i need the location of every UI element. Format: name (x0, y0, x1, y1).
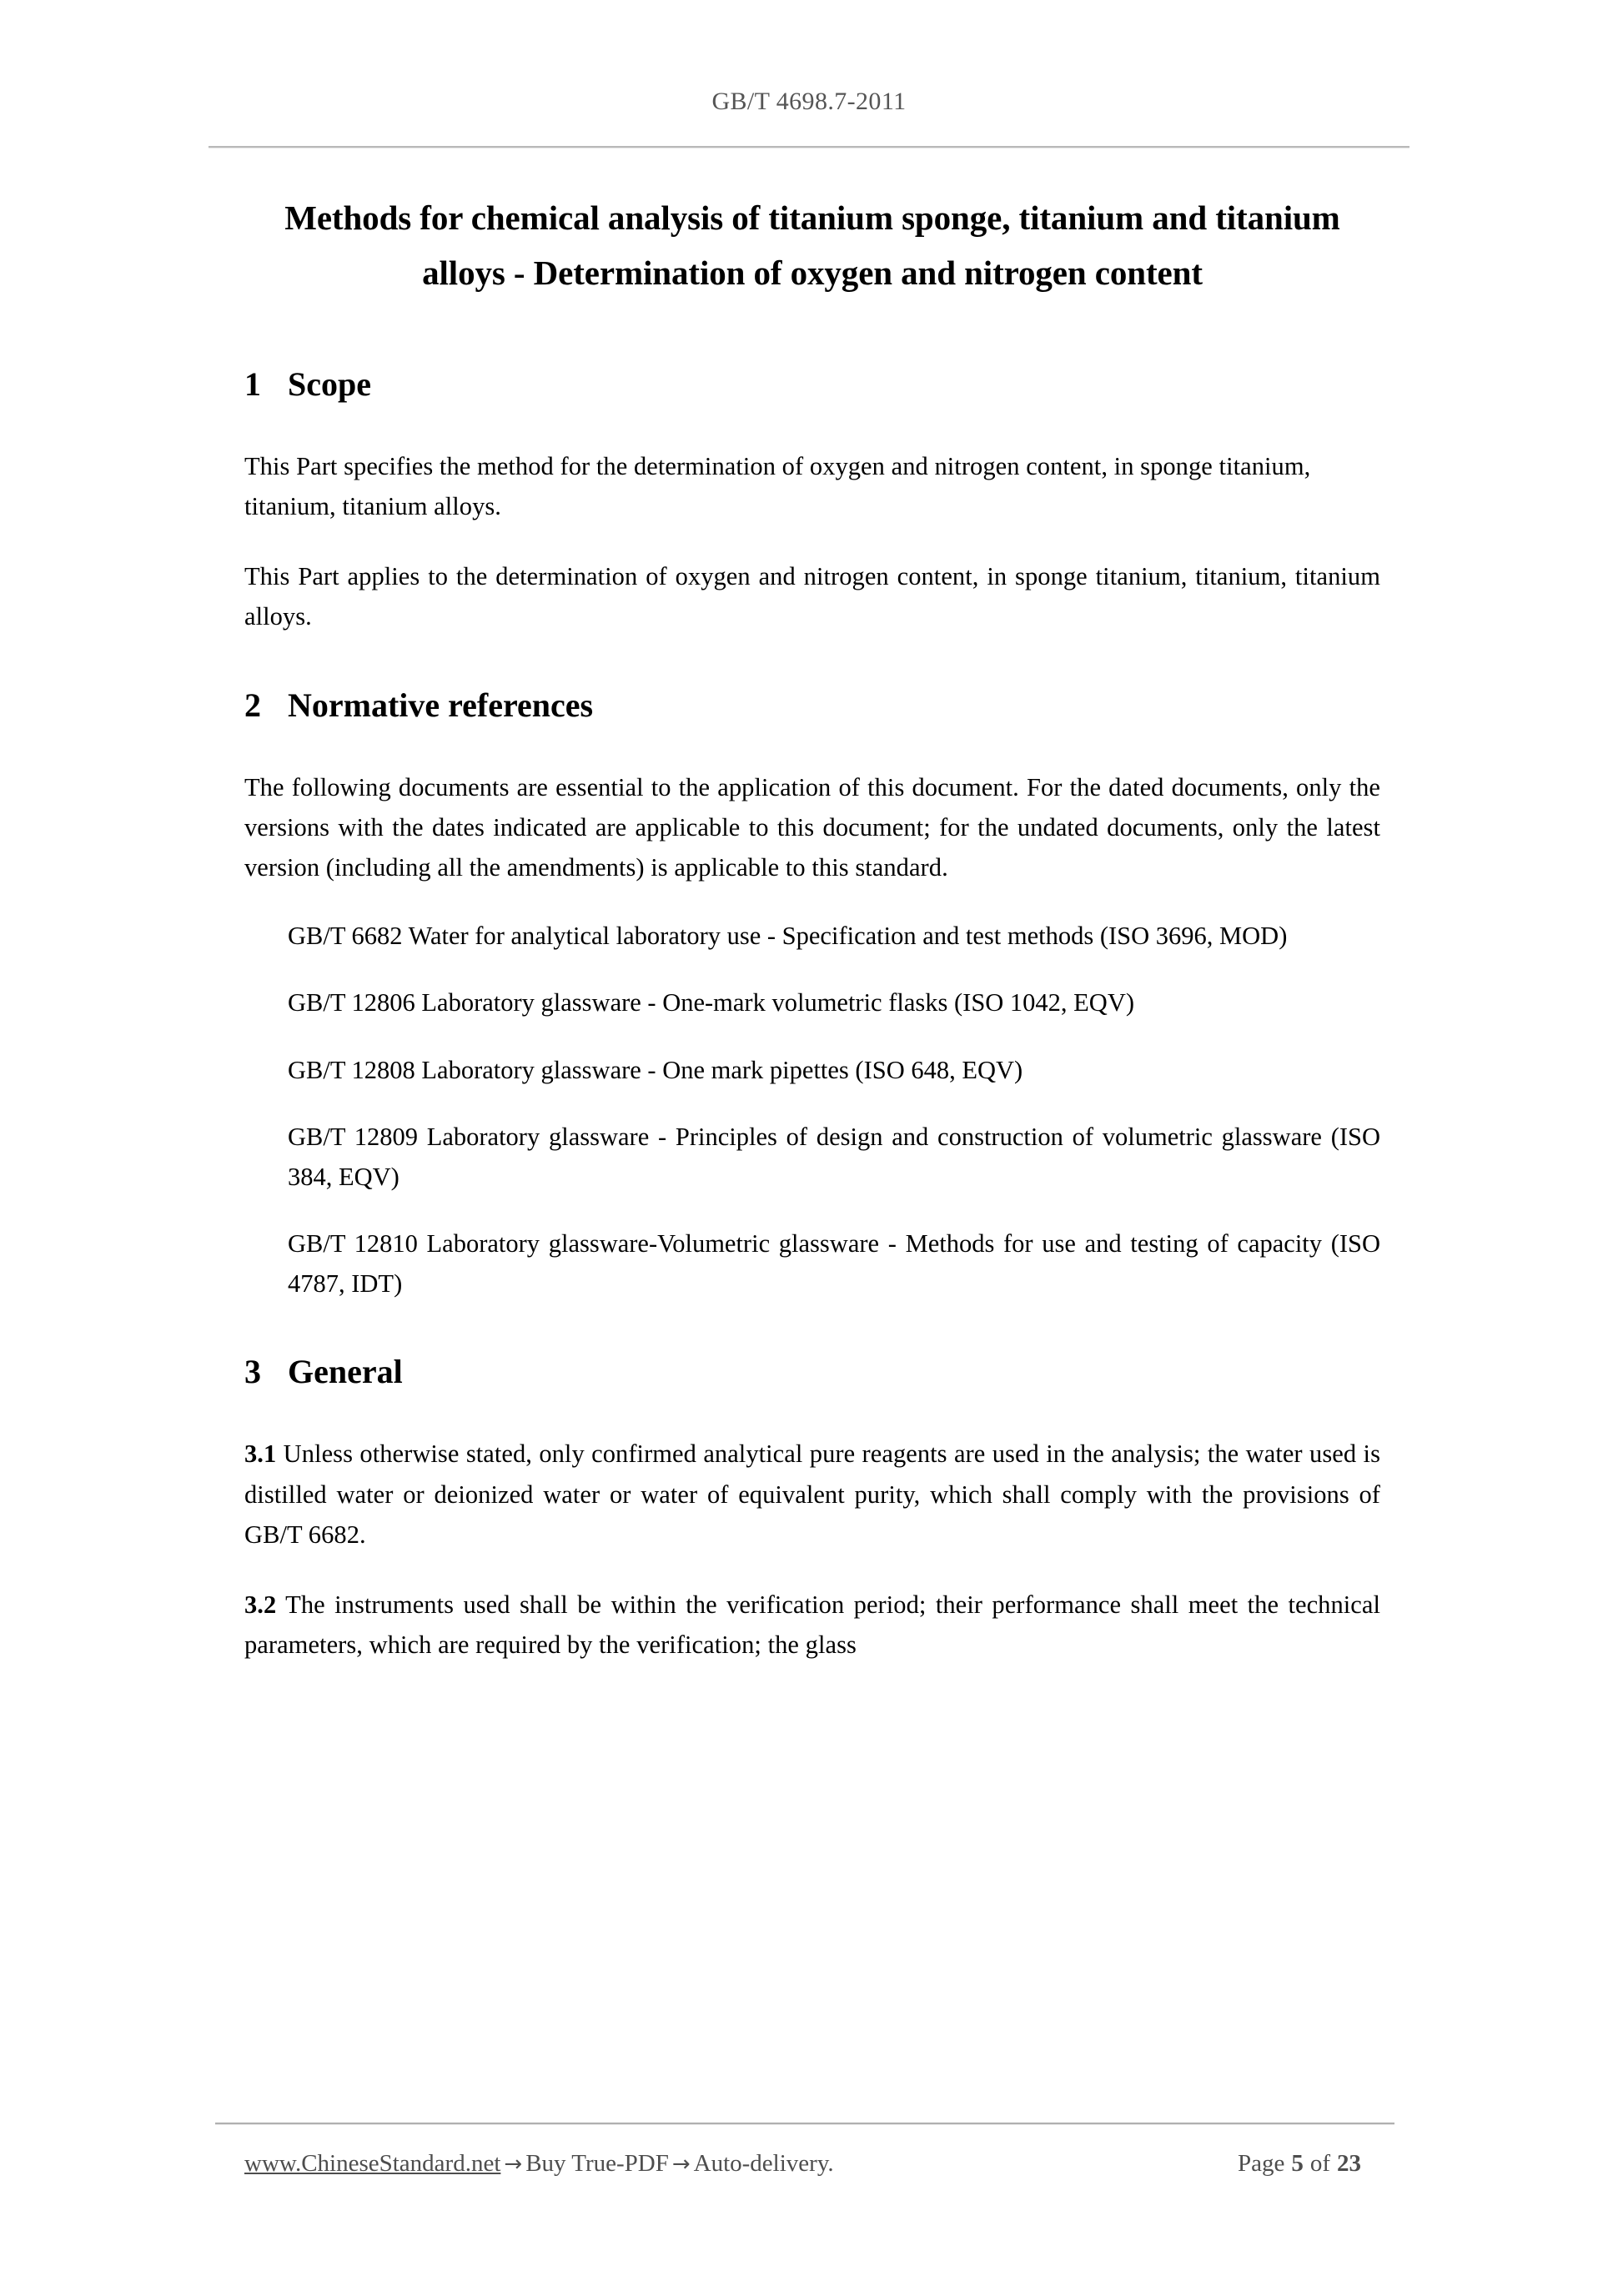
page-footer (244, 2150, 1380, 2178)
section-title: Scope (288, 364, 371, 403)
footer-promo-delivery: Auto-delivery. (693, 2150, 834, 2177)
clause-number: 3.1 (244, 1439, 277, 1469)
clause-number: 3.2 (244, 1590, 277, 1619)
section-number: 3 (244, 1353, 261, 1391)
reference-item: GB/T 12808 Laboratory glassware - One mark pipettes (ISO 648, EQV) (288, 1055, 1023, 1084)
current-page-number: 5 (1291, 2150, 1304, 2177)
spacer (244, 887, 1380, 916)
spacer (244, 301, 1380, 364)
clause-text: The instruments used shall be within the verification period; their performance shall meet the technical parameters, which are required by the verification; the glass (244, 1590, 1380, 1660)
spacer (244, 726, 1380, 767)
clause-text: Unless otherwise stated, only confirmed analytical pure reagents are used in the analysis; the water used is distilled water or deionized water or water of equivalent purity, which shall comply with the provisions of GB/T 6682. (244, 1439, 1380, 1549)
spacer (244, 526, 1380, 556)
of-label: of (1309, 2150, 1330, 2177)
arrow-right-icon: → (504, 2152, 523, 2177)
section-heading-normative-references (244, 686, 1380, 726)
section-number: 1 (244, 364, 261, 403)
clause-3-2 (244, 1585, 1380, 1665)
header-divider (209, 146, 1409, 148)
section-title: Normative references (288, 686, 594, 724)
spacer (244, 1555, 1380, 1585)
running-header (209, 88, 1409, 115)
spacer (244, 1023, 1380, 1050)
website-link[interactable]: www.ChineseStandard.net (244, 2150, 501, 2177)
paragraph: The following documents are essential to the application of this document. For the dated documents, only the versions with the dates indicated are applicable to this document; for the undated documents, only the latest version (including all the amendments) is applicable to this standard. (244, 772, 1380, 882)
footer-promo (244, 2150, 834, 2178)
reference-item: GB/T 12810 Laboratory glassware-Volumetric glassware - Methods for use and testing of capacity (ISO 4787, IDT) (288, 1229, 1380, 1299)
footer-divider (215, 2123, 1394, 2125)
section-heading-general (244, 1352, 1380, 1392)
page-label: Page (1237, 2150, 1285, 2177)
spacer (244, 1304, 1380, 1352)
standard-code: GB/T 4698.7-2011 (711, 88, 907, 115)
section-number: 2 (244, 686, 261, 724)
spacer (244, 404, 1380, 446)
paragraph: This Part applies to the determination of oxygen and nitrogen content, in sponge titanium, titanium, titanium alloys. (244, 562, 1380, 631)
page-content (244, 190, 1380, 1665)
spacer (244, 1197, 1380, 1223)
arrow-right-icon: → (671, 2152, 691, 2177)
spacer (244, 1392, 1380, 1434)
section-heading-scope (244, 364, 1380, 404)
paragraph: This Part specifies the method for the determination of oxygen and nitrogen content, in sponge titanium, titanium, titanium alloys. (244, 451, 1311, 520)
spacer (244, 956, 1380, 982)
reference-item: GB/T 12809 Laboratory glassware - Principles of design and construction of volumetric glassware (ISO 384, EQV) (288, 1122, 1380, 1191)
clause-3-1 (244, 1434, 1380, 1555)
spacer (244, 637, 1380, 686)
page-title: Methods for chemical analysis of titanium sponge, titanium and titanium alloys - Determination of oxygen and nitrogen content (284, 198, 1340, 293)
reference-item: GB/T 12806 Laboratory glassware - One-mark volumetric flasks (ISO 1042, EQV) (288, 988, 1135, 1017)
total-page-count: 23 (1337, 2150, 1361, 2177)
reference-item: GB/T 6682 Water for analytical laboratory use - Specification and test methods (ISO 3696, MOD) (288, 922, 1288, 951)
spacer (244, 1090, 1380, 1117)
page-indicator (1235, 2150, 1380, 2178)
section-title: General (288, 1353, 403, 1391)
footer-promo-buy: Buy True-PDF (525, 2150, 669, 2177)
